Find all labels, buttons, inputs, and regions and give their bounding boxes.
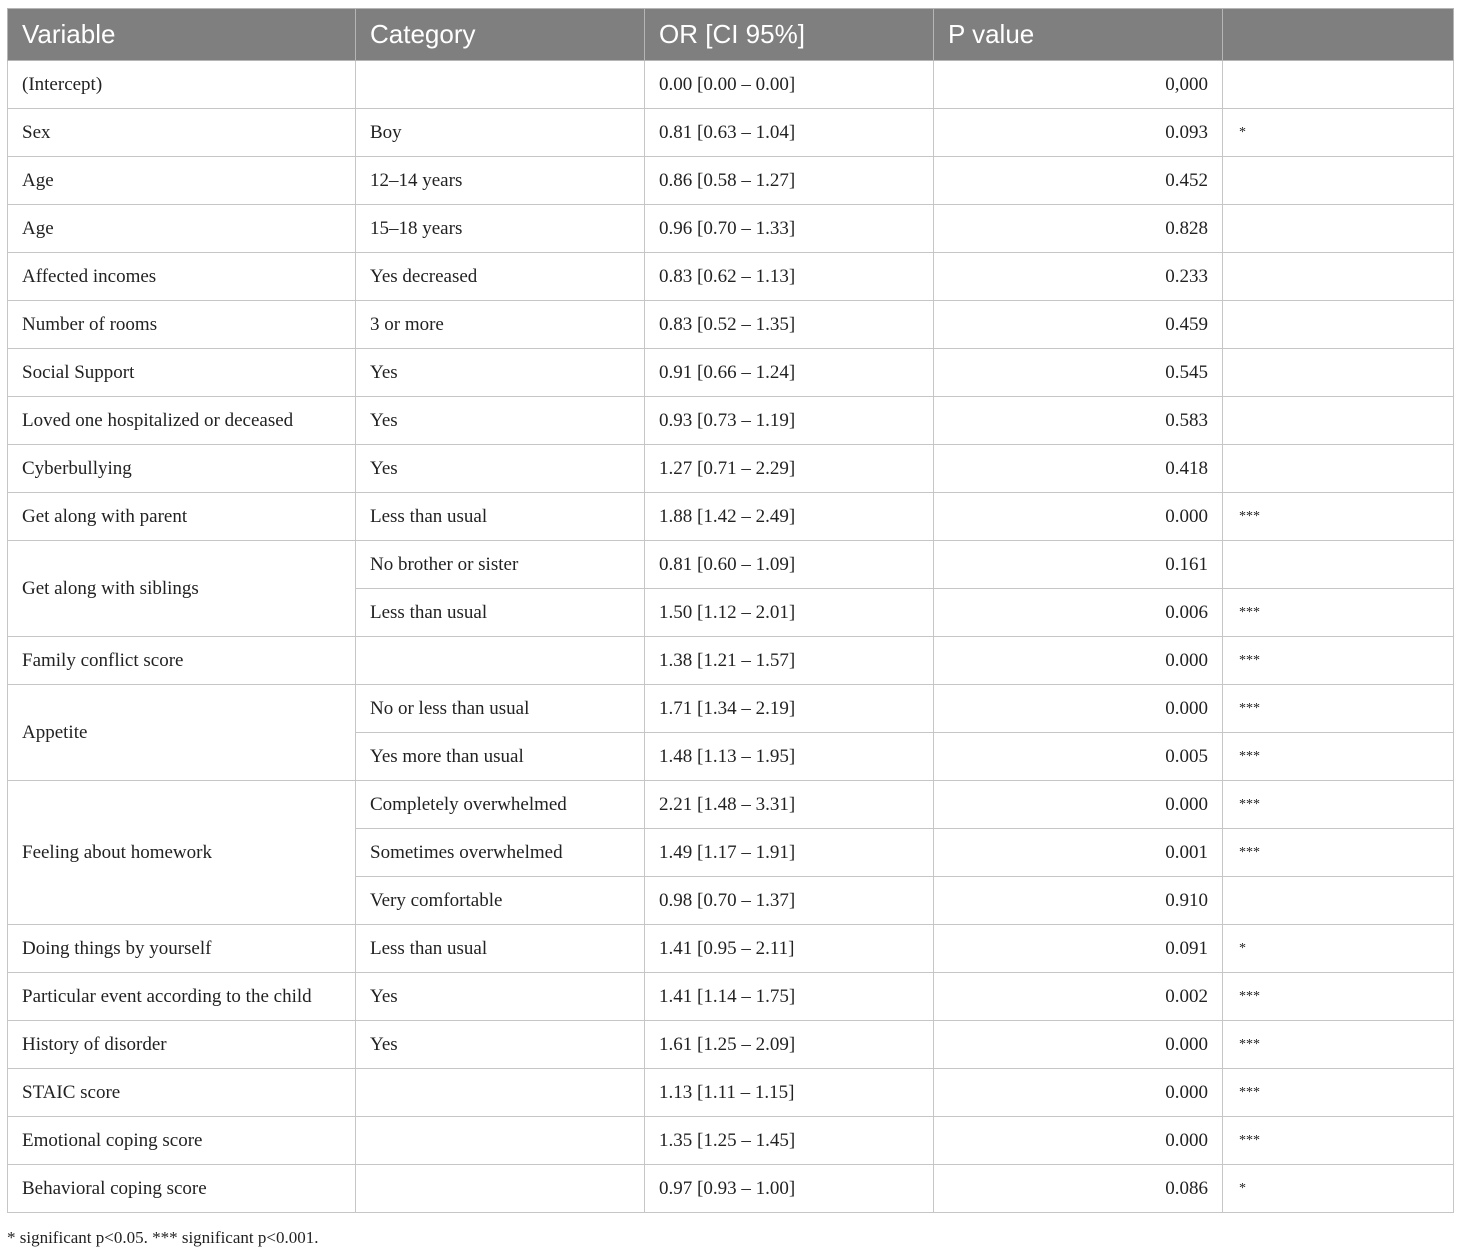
cell-p-value: 0.161: [934, 541, 1223, 589]
cell-or: 1.50 [1.12 – 2.01]: [645, 589, 934, 637]
cell-category: Less than usual: [356, 589, 645, 637]
table-row: [8, 781, 1454, 829]
header-row: [8, 9, 1454, 61]
cell-or: 1.49 [1.17 – 1.91]: [645, 829, 934, 877]
cell-category: Boy: [356, 109, 645, 157]
cell-significance: *: [1223, 109, 1454, 157]
table-row: [8, 445, 1454, 493]
table-row: [8, 1021, 1454, 1069]
cell-p-value: 0.000: [934, 781, 1223, 829]
table-row: [8, 109, 1454, 157]
cell-variable: Age: [8, 157, 356, 205]
cell-or: 0.97 [0.93 – 1.00]: [645, 1165, 934, 1213]
cell-significance: [1223, 61, 1454, 109]
cell-significance: [1223, 253, 1454, 301]
cell-category: Very comfortable: [356, 877, 645, 925]
cell-p-value: 0.006: [934, 589, 1223, 637]
cell-variable: Number of rooms: [8, 301, 356, 349]
cell-p-value: 0,000: [934, 61, 1223, 109]
cell-variable: History of disorder: [8, 1021, 356, 1069]
cell-p-value: 0.545: [934, 349, 1223, 397]
cell-or: 0.91 [0.66 – 1.24]: [645, 349, 934, 397]
results-table-container: [7, 8, 1453, 1213]
cell-significance: ***: [1223, 493, 1454, 541]
cell-or: 1.41 [0.95 – 2.11]: [645, 925, 934, 973]
cell-category: Yes: [356, 445, 645, 493]
table-row: [8, 397, 1454, 445]
cell-significance: ***: [1223, 685, 1454, 733]
cell-category: Yes: [356, 1021, 645, 1069]
table-row: [8, 157, 1454, 205]
cell-significance: ***: [1223, 781, 1454, 829]
cell-p-value: 0.000: [934, 685, 1223, 733]
cell-p-value: 0.000: [934, 493, 1223, 541]
cell-variable: Get along with siblings: [8, 541, 356, 637]
cell-p-value: 0.418: [934, 445, 1223, 493]
cell-category: Less than usual: [356, 925, 645, 973]
table-row: [8, 253, 1454, 301]
cell-or: 0.93 [0.73 – 1.19]: [645, 397, 934, 445]
cell-category: [356, 61, 645, 109]
cell-or: 0.96 [0.70 – 1.33]: [645, 205, 934, 253]
cell-significance: ***: [1223, 589, 1454, 637]
cell-p-value: 0.828: [934, 205, 1223, 253]
results-table: [7, 8, 1454, 1213]
cell-or: 1.38 [1.21 – 1.57]: [645, 637, 934, 685]
table-row: [8, 205, 1454, 253]
cell-category: [356, 637, 645, 685]
cell-significance: *: [1223, 925, 1454, 973]
cell-p-value: 0.005: [934, 733, 1223, 781]
cell-p-value: 0.000: [934, 1021, 1223, 1069]
table-row: [8, 1117, 1454, 1165]
table-header: [8, 9, 1454, 61]
table-row: [8, 1069, 1454, 1117]
cell-variable: Behavioral coping score: [8, 1165, 356, 1213]
table-row: [8, 685, 1454, 733]
cell-or: 1.41 [1.14 – 1.75]: [645, 973, 934, 1021]
cell-significance: [1223, 301, 1454, 349]
cell-p-value: 0.233: [934, 253, 1223, 301]
table-row: [8, 1165, 1454, 1213]
cell-p-value: 0.086: [934, 1165, 1223, 1213]
table-footnote: * significant p<0.05. *** significant p<0.001.: [7, 1228, 319, 1247]
cell-or: 1.61 [1.25 – 2.09]: [645, 1021, 934, 1069]
cell-significance: [1223, 157, 1454, 205]
cell-category: No or less than usual: [356, 685, 645, 733]
cell-p-value: 0.002: [934, 973, 1223, 1021]
cell-significance: ***: [1223, 733, 1454, 781]
cell-category: [356, 1165, 645, 1213]
cell-variable: Appetite: [8, 685, 356, 781]
cell-category: Yes decreased: [356, 253, 645, 301]
cell-or: 0.00 [0.00 – 0.00]: [645, 61, 934, 109]
cell-or: 0.83 [0.62 – 1.13]: [645, 253, 934, 301]
cell-category: No brother or sister: [356, 541, 645, 589]
cell-category: Completely overwhelmed: [356, 781, 645, 829]
cell-or: 1.13 [1.11 – 1.15]: [645, 1069, 934, 1117]
cell-p-value: 0.000: [934, 1069, 1223, 1117]
header-p-value: P value: [934, 9, 1223, 61]
cell-significance: ***: [1223, 1021, 1454, 1069]
table-row: [8, 973, 1454, 1021]
cell-p-value: 0.583: [934, 397, 1223, 445]
cell-significance: ***: [1223, 637, 1454, 685]
cell-or: 0.86 [0.58 – 1.27]: [645, 157, 934, 205]
table-body: [8, 61, 1454, 1213]
header-category: Category: [356, 9, 645, 61]
cell-significance: ***: [1223, 1069, 1454, 1117]
cell-variable: STAIC score: [8, 1069, 356, 1117]
cell-category: [356, 1117, 645, 1165]
cell-category: 15–18 years: [356, 205, 645, 253]
table-row: [8, 637, 1454, 685]
cell-significance: [1223, 397, 1454, 445]
cell-significance: [1223, 445, 1454, 493]
cell-significance: [1223, 877, 1454, 925]
cell-p-value: 0.459: [934, 301, 1223, 349]
cell-or: 2.21 [1.48 – 3.31]: [645, 781, 934, 829]
cell-significance: [1223, 205, 1454, 253]
cell-variable: Affected incomes: [8, 253, 356, 301]
table-row: [8, 541, 1454, 589]
cell-category: Yes: [356, 973, 645, 1021]
table-row: [8, 925, 1454, 973]
table-row: [8, 61, 1454, 109]
cell-p-value: 0.000: [934, 1117, 1223, 1165]
cell-p-value: 0.000: [934, 637, 1223, 685]
cell-category: Yes: [356, 349, 645, 397]
cell-or: 1.88 [1.42 – 2.49]: [645, 493, 934, 541]
header-variable: Variable: [8, 9, 356, 61]
cell-or: 0.83 [0.52 – 1.35]: [645, 301, 934, 349]
cell-category: Yes more than usual: [356, 733, 645, 781]
cell-significance: ***: [1223, 1117, 1454, 1165]
table-row: [8, 301, 1454, 349]
cell-category: 3 or more: [356, 301, 645, 349]
cell-significance: [1223, 541, 1454, 589]
cell-category: Sometimes overwhelmed: [356, 829, 645, 877]
cell-variable: Sex: [8, 109, 356, 157]
cell-variable: Cyberbullying: [8, 445, 356, 493]
header-or: OR [CI 95%]: [645, 9, 934, 61]
cell-variable: Family conflict score: [8, 637, 356, 685]
cell-significance: ***: [1223, 973, 1454, 1021]
cell-category: Yes: [356, 397, 645, 445]
table-row: [8, 493, 1454, 541]
cell-or: 1.27 [0.71 – 2.29]: [645, 445, 934, 493]
table-row: [8, 349, 1454, 397]
cell-or: 1.71 [1.34 – 2.19]: [645, 685, 934, 733]
cell-category: 12–14 years: [356, 157, 645, 205]
cell-variable: Feeling about homework: [8, 781, 356, 925]
cell-or: 1.35 [1.25 – 1.45]: [645, 1117, 934, 1165]
cell-significance: [1223, 349, 1454, 397]
cell-variable: Age: [8, 205, 356, 253]
cell-significance: ***: [1223, 829, 1454, 877]
cell-p-value: 0.093: [934, 109, 1223, 157]
cell-p-value: 0.452: [934, 157, 1223, 205]
cell-or: 1.48 [1.13 – 1.95]: [645, 733, 934, 781]
header-significance: [1223, 9, 1454, 61]
cell-p-value: 0.910: [934, 877, 1223, 925]
cell-p-value: 0.091: [934, 925, 1223, 973]
cell-variable: Emotional coping score: [8, 1117, 356, 1165]
cell-variable: Loved one hospitalized or deceased: [8, 397, 356, 445]
cell-category: Less than usual: [356, 493, 645, 541]
cell-category: [356, 1069, 645, 1117]
cell-significance: *: [1223, 1165, 1454, 1213]
cell-variable: (Intercept): [8, 61, 356, 109]
cell-variable: Get along with parent: [8, 493, 356, 541]
cell-variable: Particular event according to the child: [8, 973, 356, 1021]
cell-or: 0.81 [0.63 – 1.04]: [645, 109, 934, 157]
cell-variable: Social Support: [8, 349, 356, 397]
cell-or: 0.98 [0.70 – 1.37]: [645, 877, 934, 925]
cell-variable: Doing things by yourself: [8, 925, 356, 973]
cell-or: 0.81 [0.60 – 1.09]: [645, 541, 934, 589]
cell-p-value: 0.001: [934, 829, 1223, 877]
